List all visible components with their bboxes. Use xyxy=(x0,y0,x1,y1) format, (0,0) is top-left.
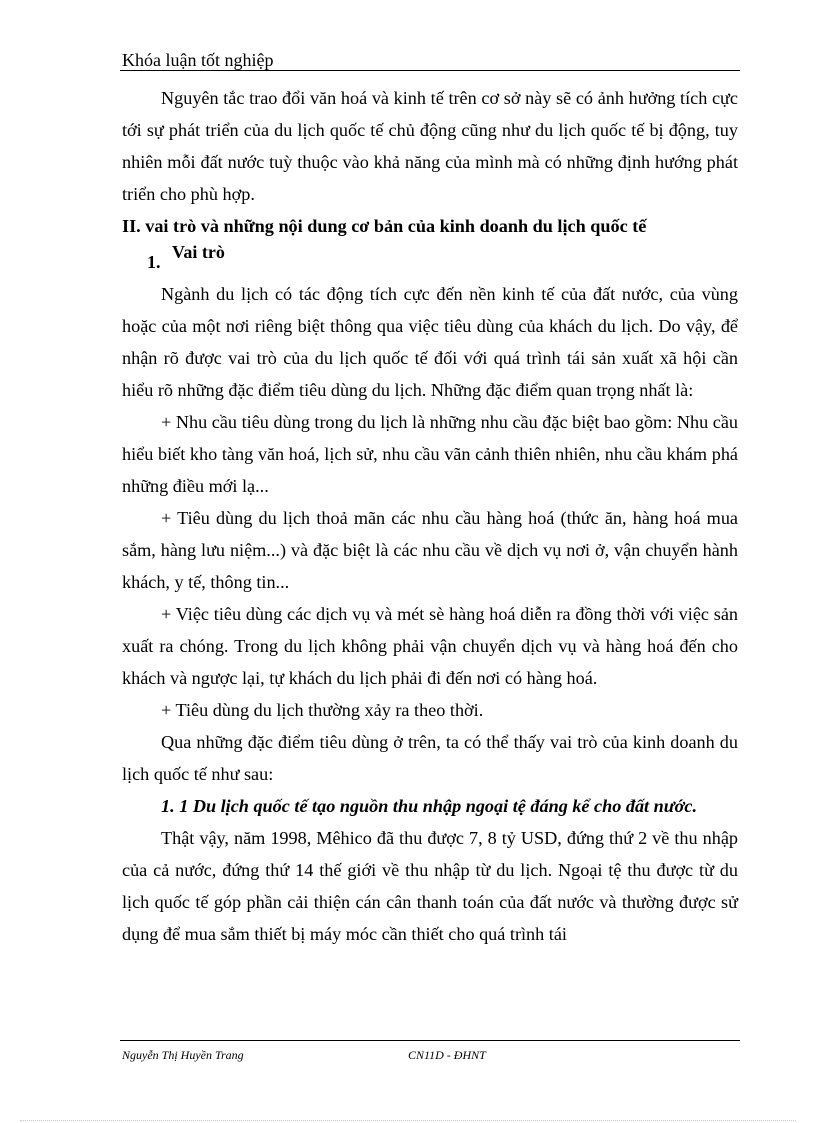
bullet-item-1: + Nhu cầu tiêu dùng trong du lịch là những nhu cầu đặc biệt bao gồm: Nhu cầu hiểu biết kho tàng văn hoá, lịch sử, nhu cầu vãn cảnh thiên nhiên, nhu cầu khám phá những điều mới lạ... xyxy=(122,412,738,496)
document-body xyxy=(122,82,738,950)
footer-divider xyxy=(120,1040,740,1041)
subsection-heading xyxy=(122,242,738,278)
italic-subheading: 1. 1 Du lịch quốc tế tạo nguồn thu nhập ngoại tệ đáng kể cho đất nước. xyxy=(161,796,698,816)
subsection-label: Vai trò xyxy=(172,242,225,262)
section-heading: II. vai trò và những nội dung cơ bản của kinh doanh du lịch quốc tế xyxy=(122,216,647,236)
header-divider xyxy=(120,70,740,71)
paragraph-mexico: Thật vậy, năm 1998, Mêhico đã thu được 7, 8 tỷ USD, đứng thứ 2 về thu nhập của cả nước, đứng thứ 14 thế giới về thu nhập từ du lịch. Ngoại tệ thu được từ du lịch quốc tế góp phần cải thiện cán cân thanh toán của đất nước và thường được sử dụng để mua sắm thiết bị máy móc cần thiết cho quá trình tái xyxy=(122,828,738,944)
bullet-item-2: + Tiêu dùng du lịch thoả mãn các nhu cầu hàng hoá (thức ăn, hàng hoá mua sắm, hàng lưu niệm...) và đặc biệt là các nhu cầu về dịch vụ nơi ở, vận chuyển hành khách, y tế, thông tin... xyxy=(122,508,738,592)
footer-author: Nguyễn Thị Huyền Trang xyxy=(122,1048,244,1062)
footer-class-code: CN11D - ĐHNT xyxy=(408,1048,486,1062)
page-edge-dotted-line xyxy=(20,1120,796,1121)
subsection-number: 1. xyxy=(147,252,161,272)
paragraph-role: Ngành du lịch có tác động tích cực đến nền kinh tế của đất nước, của vùng hoặc của một nơi riêng biệt thông qua việc tiêu dùng của khách du lịch. Do vậy, để nhận rõ được vai trò của du lịch quốc tế đối với quá trình tái sản xuất xã hội cần hiểu rõ những đặc điểm tiêu dùng du lịch. Những đặc điểm quan trọng nhất là: xyxy=(122,284,738,400)
paragraph-summary: Qua những đặc điểm tiêu dùng ở trên, ta có thể thấy vai trò của kinh doanh du lịch quốc tế như sau: xyxy=(122,732,738,784)
bullet-item-3: + Việc tiêu dùng các dịch vụ và mét sè hàng hoá diễn ra đồng thời với việc sản xuất ra chóng. Trong du lịch không phải vận chuyển dịch vụ và hàng hoá đến cho khách và ngược lại, tự khách du lịch phải đi đến nơi có hàng hoá. xyxy=(122,604,738,688)
bullet-item-4: + Tiêu dùng du lịch thường xảy ra theo thời. xyxy=(161,700,484,720)
page-header-title: Khóa luận tốt nghiệp xyxy=(122,50,274,70)
paragraph-intro: Nguyên tắc trao đổi văn hoá và kinh tế trên cơ sở này sẽ có ảnh hưởng tích cực tới sự phát triển của du lịch quốc tế chủ động cũng như du lịch quốc tế bị động, tuy nhiên mỗi đất nước tuỳ thuộc vào khả năng của mình mà có những định hướng phát triển cho phù hợp. xyxy=(122,88,738,204)
